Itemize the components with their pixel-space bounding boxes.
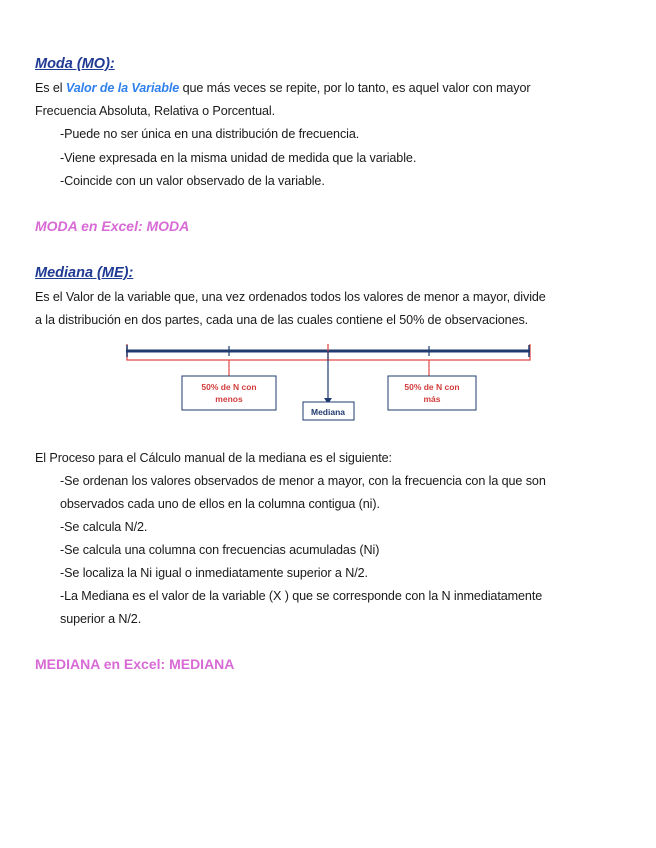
left-box-line2: menos	[215, 394, 243, 404]
process-step: superior a N/2.	[60, 612, 142, 626]
mediana-diagram	[120, 340, 540, 426]
process-step: -Se ordenan los valores observados de menor a mayor, con la frecuencia con la que son	[60, 474, 546, 488]
mediana-excel-note: MEDIANA en Excel: MEDIANA	[35, 656, 235, 672]
moda-bullet: -Coincide con un valor observado de la variable.	[60, 174, 325, 188]
moda-intro-line1	[35, 77, 625, 100]
moda-bullet: -Viene expresada en la misma unidad de medida que la variable.	[60, 151, 417, 165]
process-step: -La Mediana es el valor de la variable (X ) que se corresponde con la N inmediatamente	[60, 589, 543, 603]
moda-intro-line2: Frecuencia Absoluta, Relativa o Porcentual.	[35, 104, 276, 118]
moda-intro-pre: Es el	[35, 81, 66, 95]
mediana-intro-line1: Es el Valor de la variable que, una vez ordenados todos los valores de menor a mayor, divide	[35, 290, 546, 304]
moda-intro-post: que más veces se repite, por lo tanto, es aquel valor con mayor	[179, 81, 531, 95]
process-step: -Se calcula N/2.	[60, 520, 148, 534]
mediana-heading: Mediana (ME):	[35, 265, 134, 281]
moda-heading: Moda (MO):	[35, 56, 115, 72]
moda-intro-highlight: Valor de la Variable	[65, 81, 180, 95]
process-step: -Se localiza la Ni igual o inmediatamente superior a N/2.	[60, 566, 368, 580]
process-step: -Se calcula una columna con frecuencias acumuladas (Ni)	[60, 543, 380, 557]
process-intro: El Proceso para el Cálculo manual de la mediana es el siguiente:	[35, 451, 392, 465]
moda-bullet: -Puede no ser única en una distribución de frecuencia.	[60, 127, 360, 141]
right-box-line2: más	[423, 394, 441, 404]
process-step: observados cada uno de ellos en la columna contigua (ni).	[60, 497, 380, 511]
mediana-box-label: Mediana	[310, 407, 346, 417]
left-box-line1: 50% de N con	[201, 382, 257, 392]
right-box-line1: 50% de N con	[404, 382, 460, 392]
moda-excel-note: MODA en Excel: MODA	[35, 218, 190, 234]
mediana-intro-line2: a la distribución en dos partes, cada una de las cuales contiene el 50% de observaciones.	[35, 313, 529, 327]
